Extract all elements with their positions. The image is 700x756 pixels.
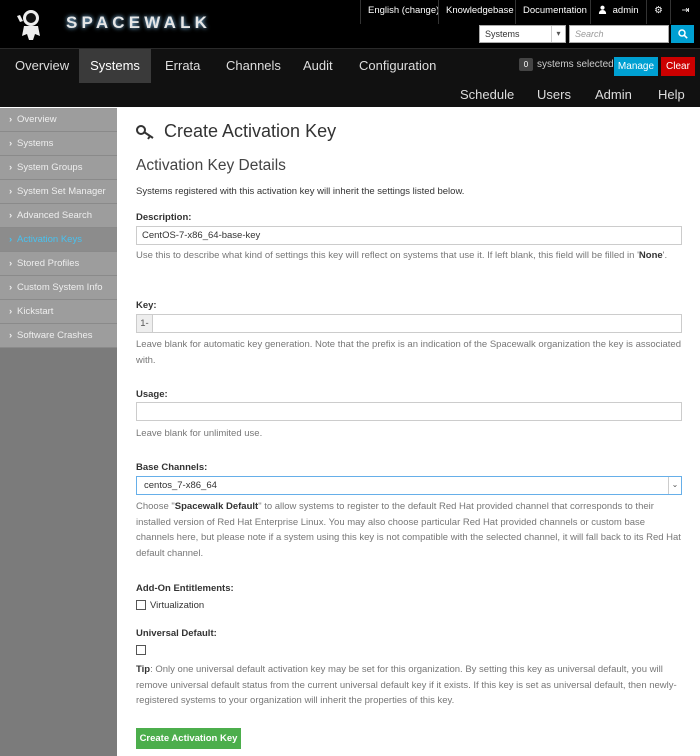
tip-label: Tip	[136, 664, 151, 675]
chevron-down-icon: ⌄	[668, 477, 681, 494]
sidebar	[0, 108, 117, 756]
sidebar-item-label: Stored Profiles	[17, 258, 80, 269]
sidebar-item-label: Software Crashes	[17, 330, 93, 341]
sidebar-item-custom-system-info[interactable]	[0, 276, 117, 300]
manage-button[interactable]: Manage	[614, 57, 658, 76]
nav-errata[interactable]: Errata	[165, 58, 201, 73]
key-field[interactable]	[152, 314, 682, 333]
sidebar-item-label: Custom System Info	[17, 282, 103, 293]
key-label: Key:	[136, 300, 157, 311]
base-channel-help	[136, 499, 684, 561]
key-icon	[136, 124, 156, 140]
chevron-right-icon: ›	[9, 186, 13, 197]
base-channel-value: centos_7-x86_64	[144, 480, 217, 491]
base-help-rest: " to allow systems to register to the default Red Hat provided channel that corresponds to their installed version of Red Hat Enterprise Linux. You may also choose particular Red Hat provided channels or custom base channels here, but please note if a system using this key is not compatible with the selected channel, it will fall back to its Red Hat default channel.	[136, 501, 681, 559]
systems-selected-count: 0	[519, 58, 533, 71]
chevron-right-icon: ›	[9, 234, 13, 245]
chevron-right-icon: ›	[9, 210, 13, 221]
nav-schedule[interactable]: Schedule	[460, 87, 515, 102]
chevron-right-icon: ›	[9, 258, 13, 269]
usage-help: Leave blank for unlimited use.	[136, 428, 263, 439]
sign-out-icon: ⇥	[681, 5, 690, 16]
chevron-down-icon: ▾	[551, 26, 565, 42]
chevron-right-icon: ›	[9, 162, 13, 173]
base-help-strong: Spacewalk Default	[174, 501, 259, 512]
sidebar-item-stored-profiles[interactable]	[0, 252, 117, 276]
util-link-user[interactable]	[590, 0, 646, 24]
sidebar-item-label: Systems	[17, 138, 54, 149]
nav-configuration[interactable]: Configuration	[359, 58, 437, 73]
search-input[interactable]: Search	[569, 25, 669, 43]
section-title: Activation Key Details	[136, 157, 286, 174]
base-help-text: Choose "	[136, 501, 175, 512]
page-title: Create Activation Key	[164, 121, 337, 141]
intro-text: Systems registered with this activation key will inherit the settings listed below.	[136, 186, 465, 197]
nav-users[interactable]: Users	[537, 87, 571, 102]
sidebar-item-overview[interactable]	[0, 108, 117, 132]
chevron-right-icon: ›	[9, 330, 13, 341]
description-help-text: Use this to describe what kind of settings this key will reflect on systems that use it. If left blank, this field will be filled in '	[136, 250, 639, 261]
sidebar-item-software-crashes[interactable]	[0, 324, 117, 348]
clear-button[interactable]: Clear	[661, 57, 695, 76]
description-field[interactable]: CentOS-7-x86_64-base-key	[136, 226, 682, 245]
chevron-right-icon: ›	[9, 306, 13, 317]
description-help-end: '.	[662, 250, 668, 261]
key-help: Leave blank for automatic key generation. Note that the prefix is an indication of the Spacewalk organization the key is associated with.	[136, 339, 681, 366]
sidebar-item-label: Advanced Search	[17, 210, 92, 221]
base-channels-label: Base Channels:	[136, 462, 208, 473]
nav-help[interactable]: Help	[658, 87, 685, 102]
sidebar-item-label: System Groups	[17, 162, 83, 173]
preferences-link[interactable]	[646, 0, 670, 24]
sidebar-item-label: Activation Keys	[17, 234, 82, 245]
util-link-knowledgebase[interactable]: Knowledgebase	[438, 0, 521, 24]
chevron-right-icon: ›	[9, 114, 13, 125]
search-button[interactable]	[671, 25, 694, 43]
sign-out-link[interactable]	[670, 0, 700, 24]
sidebar-item-label: Overview	[17, 114, 57, 125]
username: admin	[612, 5, 639, 16]
usage-field[interactable]	[136, 402, 682, 421]
util-link-language[interactable]: English (change)	[360, 0, 446, 24]
nav-systems[interactable]: Systems	[79, 49, 151, 83]
gears-icon: ⚙	[654, 5, 663, 16]
brand-name[interactable]: SPACEWALK	[66, 13, 212, 32]
nav-overview[interactable]: Overview	[15, 58, 70, 73]
search-icon	[678, 29, 688, 39]
description-label: Description:	[136, 212, 192, 223]
key-prefix: 1-	[136, 314, 153, 333]
nav-channels[interactable]: Channels	[226, 58, 281, 73]
base-channel-select[interactable]	[136, 476, 682, 495]
sidebar-item-system-set-manager[interactable]	[0, 180, 117, 204]
chevron-right-icon: ›	[9, 138, 13, 149]
top-header	[0, 0, 700, 48]
sidebar-item-label: System Set Manager	[17, 186, 106, 197]
virtualization-label: Virtualization	[150, 600, 205, 611]
search-scope-select[interactable]	[479, 25, 566, 43]
sidebar-item-kickstart[interactable]	[0, 300, 117, 324]
description-help-none: None	[638, 250, 663, 261]
nav-audit[interactable]: Audit	[303, 58, 333, 73]
search-scope-value: Systems	[485, 29, 520, 39]
nav-admin[interactable]: Admin	[595, 87, 632, 102]
create-activation-key-button[interactable]: Create Activation Key	[136, 728, 241, 749]
usage-label: Usage:	[136, 389, 168, 400]
addon-entitlements-label: Add-On Entitlements:	[136, 583, 234, 594]
tip-body: : Only one universal default activation key may be set for this organization. By setting this key as universal default, you will remove universal default status from the current universal default key if it exists. If this key is set as universal default, then newly-registered systems to your organization will inherit the properties of this key.	[136, 664, 677, 706]
spacewalk-logo-icon[interactable]	[14, 6, 48, 42]
systems-selected-label: systems selected	[537, 59, 614, 70]
sidebar-item-systems[interactable]	[0, 132, 117, 156]
sidebar-item-activation-keys[interactable]	[0, 228, 117, 252]
sidebar-item-label: Kickstart	[17, 306, 54, 317]
description-help	[136, 248, 684, 264]
universal-default-label: Universal Default:	[136, 628, 217, 639]
virtualization-checkbox[interactable]	[136, 600, 146, 610]
chevron-right-icon: ›	[9, 282, 13, 293]
sidebar-item-system-groups[interactable]	[0, 156, 117, 180]
util-link-documentation[interactable]: Documentation	[515, 0, 594, 24]
universal-default-checkbox[interactable]	[136, 645, 146, 655]
user-icon	[598, 5, 607, 14]
tip-text	[136, 662, 684, 709]
sidebar-item-advanced-search[interactable]	[0, 204, 117, 228]
